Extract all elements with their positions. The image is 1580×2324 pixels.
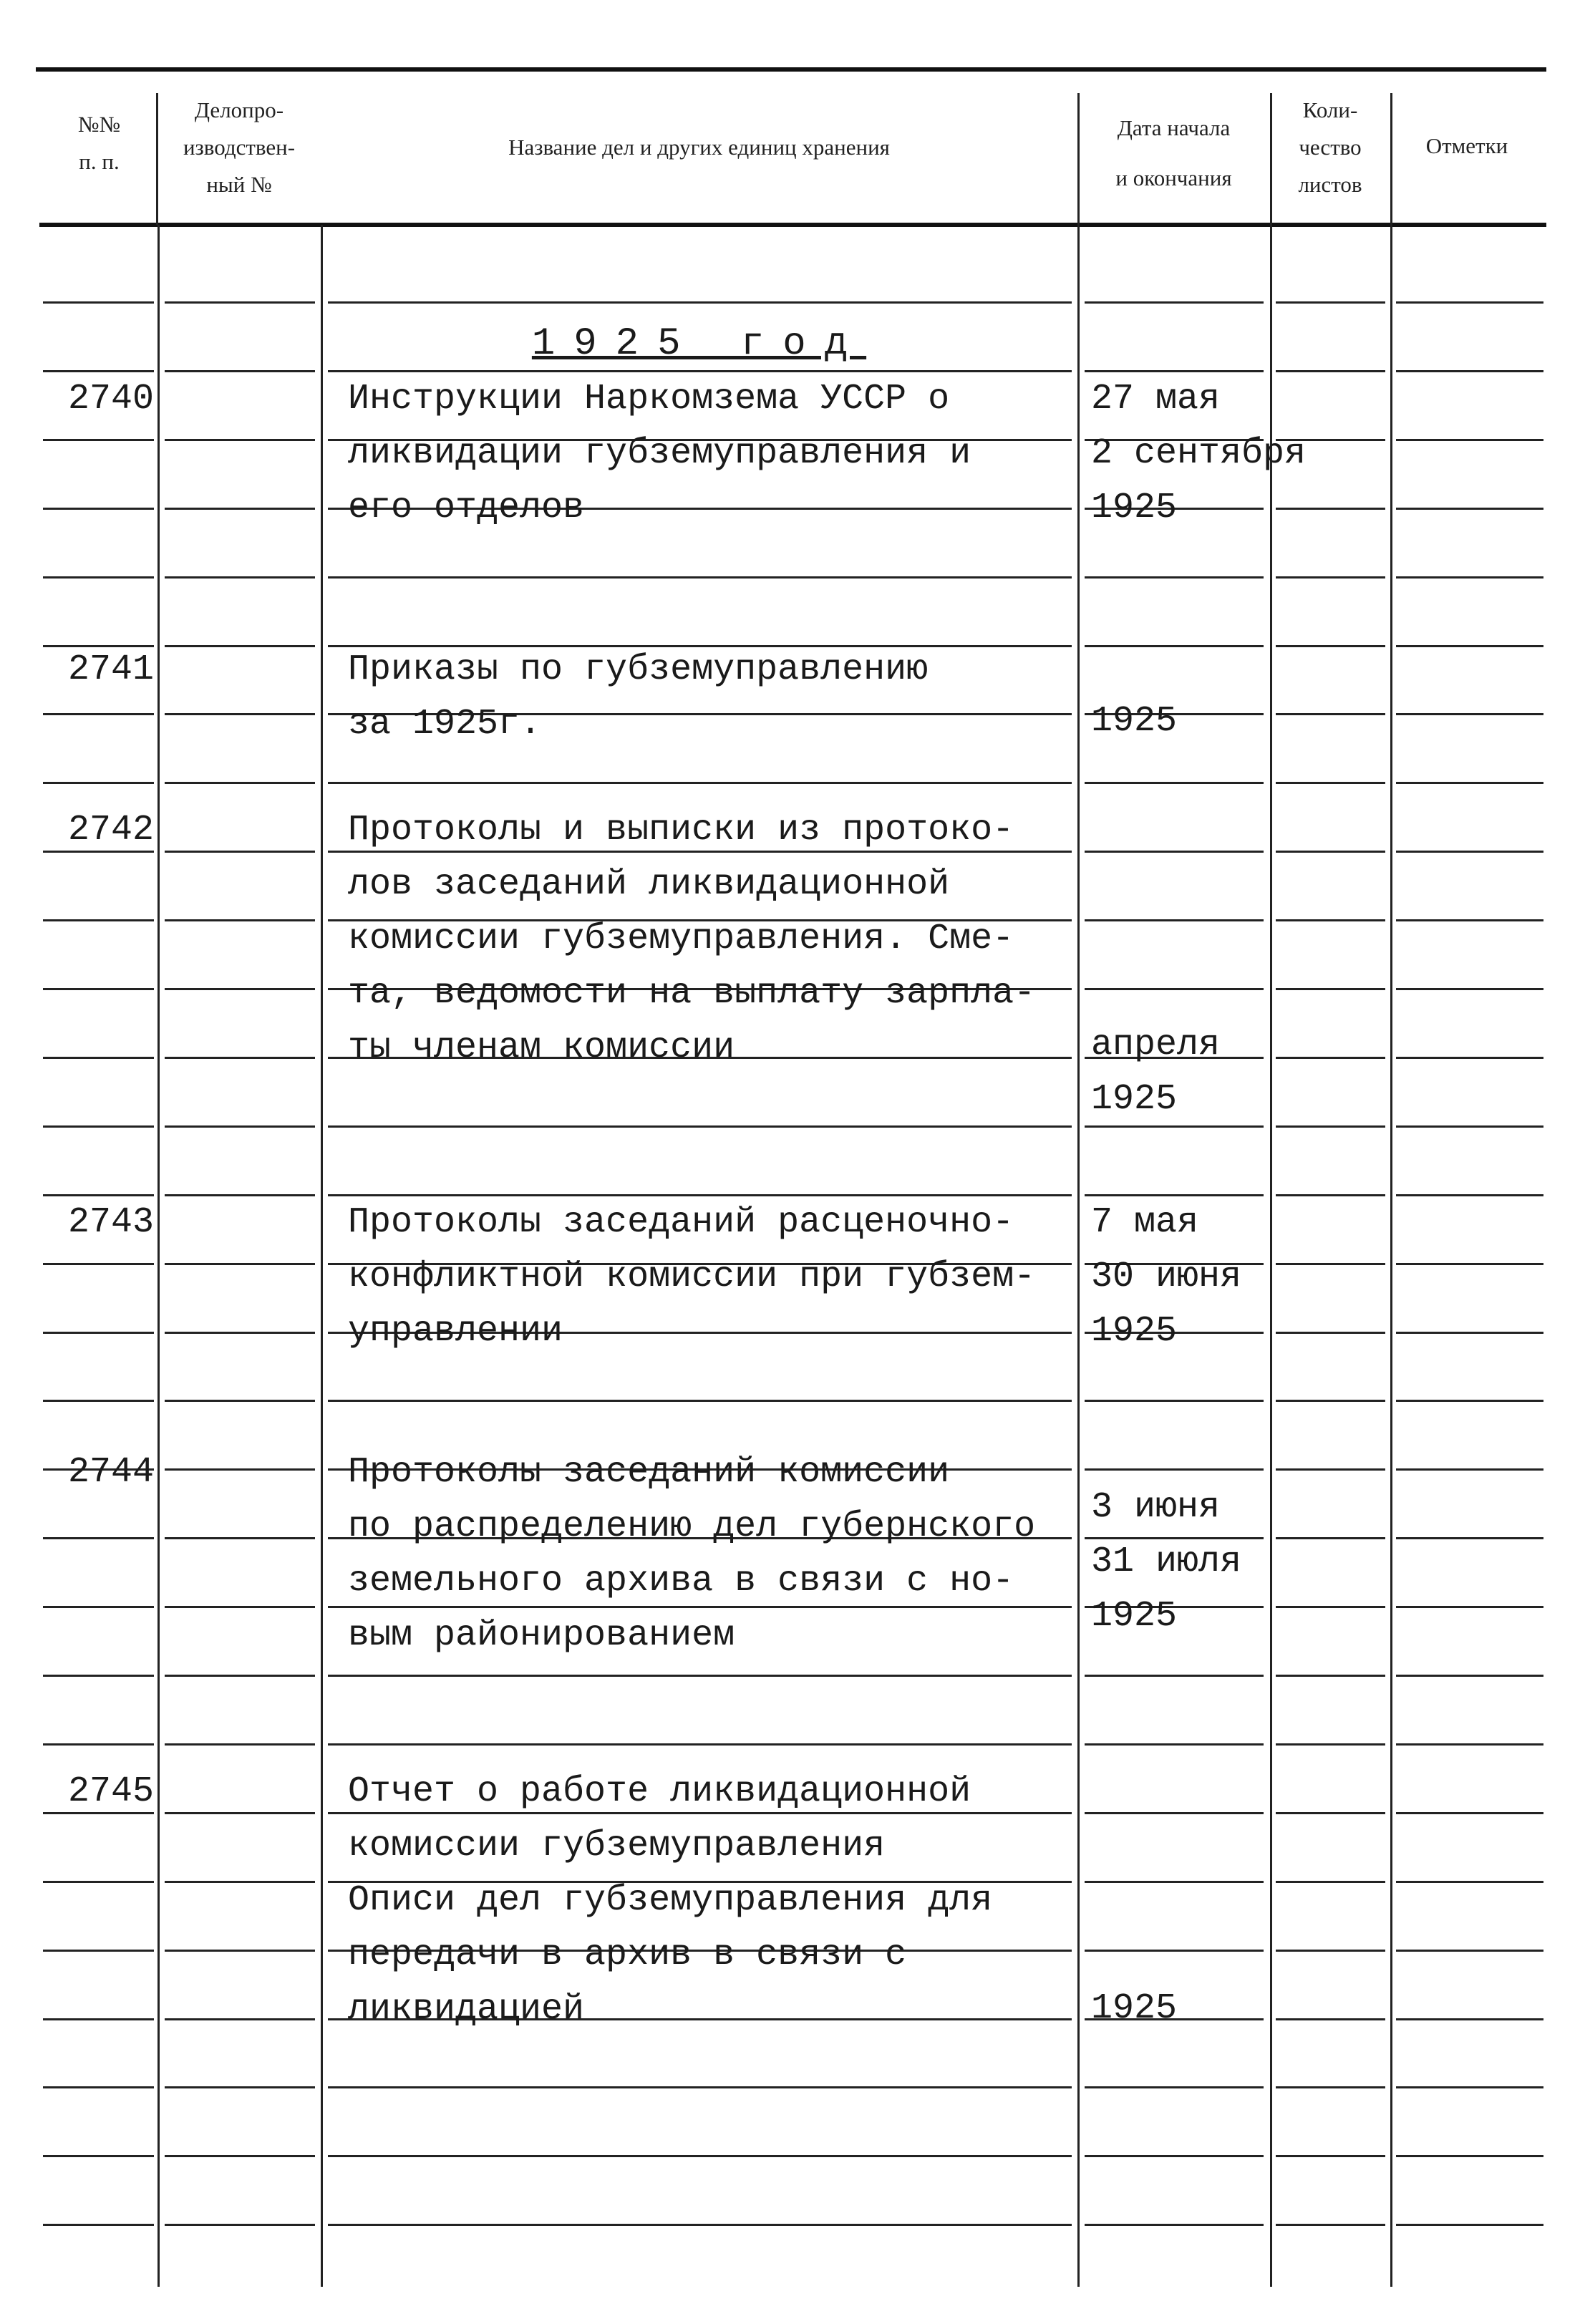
ruled-line — [165, 301, 315, 304]
ruled-line — [165, 576, 315, 578]
date-line: 1925 — [1091, 488, 1178, 528]
header-column-divider — [1390, 93, 1392, 225]
ruled-line — [1085, 1675, 1264, 1677]
title-line: за 1925г. — [348, 704, 542, 745]
entry-title — [348, 1201, 1035, 1365]
ruled-line — [165, 919, 315, 921]
ruled-line — [165, 645, 315, 647]
ruled-line — [328, 370, 1072, 372]
ruled-line — [1276, 851, 1385, 853]
ruled-line — [165, 370, 315, 372]
ruled-line — [165, 439, 315, 441]
ruled-line — [43, 1332, 154, 1334]
ruled-line — [1085, 301, 1264, 304]
ruled-line — [328, 301, 1072, 304]
ruled-line — [1085, 1468, 1264, 1471]
header-title: Название дел и других единиц хранения — [508, 135, 890, 160]
entry-dates — [1091, 1486, 1241, 1650]
entry-number: 2743 — [67, 1202, 154, 1243]
ruled-line — [328, 782, 1072, 784]
title-line: ты членам комиссии — [348, 1027, 735, 1068]
header-column-divider — [1077, 93, 1080, 225]
ruled-line — [1276, 782, 1385, 784]
column-divider — [321, 225, 323, 2287]
ruled-line — [165, 2224, 315, 2226]
ruled-line — [1085, 645, 1264, 647]
ruled-line — [1276, 1194, 1385, 1196]
entry-number: 2742 — [67, 810, 154, 851]
ruled-line — [1396, 919, 1543, 921]
ruled-line — [43, 1537, 154, 1539]
ruled-line — [1396, 2224, 1543, 2226]
title-line: по распределению дел губернского — [348, 1506, 1036, 1547]
ruled-line — [165, 1125, 315, 1128]
year-heading: 1925 год — [531, 322, 867, 366]
ruled-line — [1396, 2018, 1543, 2020]
entry-title — [348, 649, 928, 757]
ruled-line — [43, 1950, 154, 1952]
ruled-line — [43, 645, 154, 647]
ruled-line — [1396, 1125, 1543, 1128]
ruled-line — [1276, 576, 1385, 578]
ruled-line — [1276, 1606, 1385, 1608]
ruled-line — [165, 1332, 315, 1334]
ruled-line — [1276, 370, 1385, 372]
ruled-line — [165, 1606, 315, 1608]
ruled-line — [1276, 301, 1385, 304]
ruled-line — [43, 1194, 154, 1196]
ruled-line — [43, 1263, 154, 1265]
ruled-line — [165, 2086, 315, 2088]
ruled-line — [328, 2224, 1072, 2226]
ruled-line — [165, 1468, 315, 1471]
ruled-line — [328, 1675, 1072, 1677]
ruled-line — [1276, 1675, 1385, 1677]
ruled-line — [1396, 2086, 1543, 2088]
ruled-line — [165, 988, 315, 990]
ruled-line — [1396, 508, 1543, 510]
ruled-line — [165, 1400, 315, 1402]
date-line: 1925 — [1091, 1596, 1178, 1637]
ruled-line — [1276, 713, 1385, 715]
title-line: Протоколы и выписки из протоко- — [348, 810, 1014, 851]
header-office-line: ный № — [206, 172, 272, 197]
date-line: 1925 — [1091, 1079, 1178, 1120]
entry-dates — [1091, 1987, 1177, 2042]
ruled-line — [1276, 2224, 1385, 2226]
ruled-line — [43, 988, 154, 990]
ruled-line — [1396, 851, 1543, 853]
title-line: Приказы по губземуправлению — [348, 649, 929, 690]
ruled-line — [43, 439, 154, 441]
ruled-line — [1276, 919, 1385, 921]
ruled-line — [328, 1194, 1072, 1196]
ruled-line — [165, 851, 315, 853]
column-divider — [1390, 225, 1392, 2287]
ruled-line — [165, 1537, 315, 1539]
title-line: управлении — [348, 1311, 563, 1352]
date-line: 1925 — [1091, 701, 1178, 742]
ruled-line — [328, 645, 1072, 647]
ruled-line — [1276, 1400, 1385, 1402]
ruled-line — [43, 2018, 154, 2020]
ruled-line — [1276, 1743, 1385, 1746]
ruled-line — [1396, 1950, 1543, 1952]
ruled-line — [1085, 2155, 1264, 2157]
entry-dates — [1091, 1201, 1241, 1365]
header-dates-line: и окончания — [1115, 165, 1232, 190]
ruled-line — [1085, 576, 1264, 578]
ruled-line — [43, 2224, 154, 2226]
ruled-line — [43, 508, 154, 510]
title-line: ликвидацией — [348, 1989, 585, 2030]
title-line: передачи в архив в связи с — [348, 1935, 907, 1975]
ruled-line — [1396, 439, 1543, 441]
ruled-line — [328, 1400, 1072, 1402]
ruled-line — [165, 1881, 315, 1883]
ruled-line — [1085, 919, 1264, 921]
ruled-line — [1396, 1881, 1543, 1883]
ruled-line — [165, 1675, 315, 1677]
ruled-line — [1396, 576, 1543, 578]
ruled-line — [1396, 1263, 1543, 1265]
ruled-line — [1396, 1332, 1543, 1334]
ruled-line — [43, 919, 154, 921]
ruled-line — [1276, 1057, 1385, 1059]
ruled-line — [1396, 2155, 1543, 2157]
header-number-line: п. п. — [79, 149, 120, 174]
ruled-line — [43, 1606, 154, 1608]
entry-number: 2741 — [67, 649, 154, 690]
header-number — [41, 106, 157, 180]
header-dates — [1077, 103, 1270, 203]
ruled-line — [165, 1263, 315, 1265]
entry-title — [348, 1451, 1035, 1669]
ruled-line — [1396, 1537, 1543, 1539]
title-line: лов заседаний ликвидационной — [348, 864, 950, 905]
date-line: апреля — [1091, 1025, 1221, 1065]
date-line: 3 июня — [1091, 1487, 1221, 1528]
ruled-line — [328, 2086, 1072, 2088]
ruled-line — [1276, 1468, 1385, 1471]
title-line: его отделов — [348, 488, 585, 528]
ruled-line — [43, 1675, 154, 1677]
header-office-line: Делопро- — [194, 97, 284, 122]
ruled-line — [1276, 2086, 1385, 2088]
ruled-line — [1396, 1468, 1543, 1471]
header-top-rule — [36, 67, 1546, 72]
ruled-line — [165, 1057, 315, 1059]
title-line: комиссии губземуправления — [348, 1826, 886, 1867]
ruled-line — [1276, 2155, 1385, 2157]
ruled-line — [43, 1125, 154, 1128]
ruled-line — [43, 782, 154, 784]
ruled-line — [1396, 1812, 1543, 1814]
header-column-divider — [156, 93, 158, 225]
ruled-line — [1085, 851, 1264, 853]
ruled-line — [1085, 782, 1264, 784]
ruled-line — [1396, 1606, 1543, 1608]
ruled-line — [1085, 988, 1264, 990]
header-office-number — [157, 92, 321, 203]
ruled-line — [1396, 713, 1543, 715]
ruled-line — [1085, 1743, 1264, 1746]
ruled-line — [1396, 370, 1543, 372]
ruled-line — [328, 1125, 1072, 1128]
header-notes: Отметки — [1425, 133, 1508, 158]
ruled-line — [165, 1812, 315, 1814]
ruled-line — [1276, 1950, 1385, 1952]
title-line: земельного архива в связи с но- — [348, 1561, 1014, 1602]
ruled-line — [1396, 1675, 1543, 1677]
title-line: Описи дел губземуправления для — [348, 1880, 993, 1921]
title-line: та, ведомости на выплату зарпла- — [348, 973, 1036, 1014]
date-line: 1925 — [1091, 1311, 1178, 1352]
ruled-line — [43, 576, 154, 578]
entry-dates — [1091, 700, 1177, 755]
ruled-line — [165, 713, 315, 715]
ruled-line — [328, 2155, 1072, 2157]
date-line: 27 мая — [1091, 379, 1221, 420]
date-line: 2 сентября — [1091, 433, 1307, 474]
ruled-line — [43, 1400, 154, 1402]
column-divider — [157, 225, 160, 2287]
ruled-line — [1276, 1881, 1385, 1883]
ruled-line — [165, 782, 315, 784]
ruled-line — [43, 370, 154, 372]
header-sheets-line: чество — [1299, 135, 1362, 160]
ruled-line — [1085, 2224, 1264, 2226]
ruled-line — [1396, 1194, 1543, 1196]
ruled-line — [1276, 1812, 1385, 1814]
date-line: 30 июня — [1091, 1257, 1242, 1297]
ruled-line — [1085, 1194, 1264, 1196]
title-line: Отчет о работе ликвидационной — [348, 1771, 971, 1812]
ruled-line — [43, 2086, 154, 2088]
ruled-line — [1396, 782, 1543, 784]
title-line: комиссии губземуправления. Сме- — [348, 919, 1014, 959]
ruled-line — [165, 508, 315, 510]
entry-title — [348, 378, 971, 541]
ruled-line — [1276, 1125, 1385, 1128]
ruled-line — [328, 1743, 1072, 1746]
ruled-line — [1085, 1881, 1264, 1883]
ruled-line — [1396, 1400, 1543, 1402]
column-divider — [1077, 225, 1080, 2287]
header-bottom-rule — [39, 223, 1546, 227]
ruled-line — [1085, 1950, 1264, 1952]
entry-dates — [1091, 378, 1306, 541]
ruled-line — [165, 2155, 315, 2157]
ruled-line — [43, 1881, 154, 1883]
ruled-line — [1276, 1537, 1385, 1539]
date-line: 31 июля — [1091, 1541, 1242, 1582]
ruled-line — [43, 1743, 154, 1746]
entry-number: 2744 — [67, 1452, 154, 1493]
ruled-line — [1276, 1332, 1385, 1334]
header-sheets-line: Коли- — [1302, 97, 1358, 122]
header-sheets — [1270, 92, 1390, 203]
ruled-line — [1396, 301, 1543, 304]
ruled-line — [43, 2155, 154, 2157]
ruled-line — [43, 713, 154, 715]
date-line: 1925 — [1091, 1988, 1178, 2029]
title-line: конфликтной комиссии при губзем- — [348, 1257, 1036, 1297]
header-number-line: №№ — [77, 112, 121, 137]
ruled-line — [1276, 988, 1385, 990]
ruled-line — [43, 1057, 154, 1059]
ruled-line — [1085, 370, 1264, 372]
title-line: Инструкции Наркомзема УССР о — [348, 379, 950, 420]
ruled-line — [165, 1950, 315, 1952]
title-line: вым районированием — [348, 1615, 735, 1656]
ruled-line — [1396, 645, 1543, 647]
entry-title — [348, 809, 1035, 1081]
ruled-line — [1276, 2018, 1385, 2020]
ruled-line — [165, 1194, 315, 1196]
entry-number: 2745 — [67, 1771, 154, 1812]
title-line: Протоколы заседаний комиссии — [348, 1452, 950, 1493]
header-sheets-line: листов — [1298, 172, 1362, 197]
ruled-line — [1396, 988, 1543, 990]
entry-number: 2740 — [67, 379, 154, 420]
entry-title — [348, 1771, 992, 2043]
ruled-line — [1085, 1812, 1264, 1814]
ruled-line — [328, 576, 1072, 578]
ruled-line — [165, 1743, 315, 1746]
header-dates-line: Дата начала — [1117, 115, 1231, 140]
header-office-line: изводствен- — [183, 135, 296, 160]
ruled-line — [1085, 1400, 1264, 1402]
ruled-line — [1396, 1057, 1543, 1059]
ruled-line — [1085, 2086, 1264, 2088]
ruled-line — [1276, 1263, 1385, 1265]
title-line: ликвидации губземуправления и — [348, 433, 971, 474]
header-column-divider — [1270, 93, 1272, 225]
ruled-line — [165, 2018, 315, 2020]
ruled-line — [43, 301, 154, 304]
ruled-line — [1396, 1743, 1543, 1746]
date-line: 7 мая — [1091, 1202, 1199, 1243]
ruled-line — [1276, 645, 1385, 647]
entry-dates — [1091, 1024, 1220, 1133]
title-line: Протоколы заседаний расценочно- — [348, 1202, 1014, 1243]
